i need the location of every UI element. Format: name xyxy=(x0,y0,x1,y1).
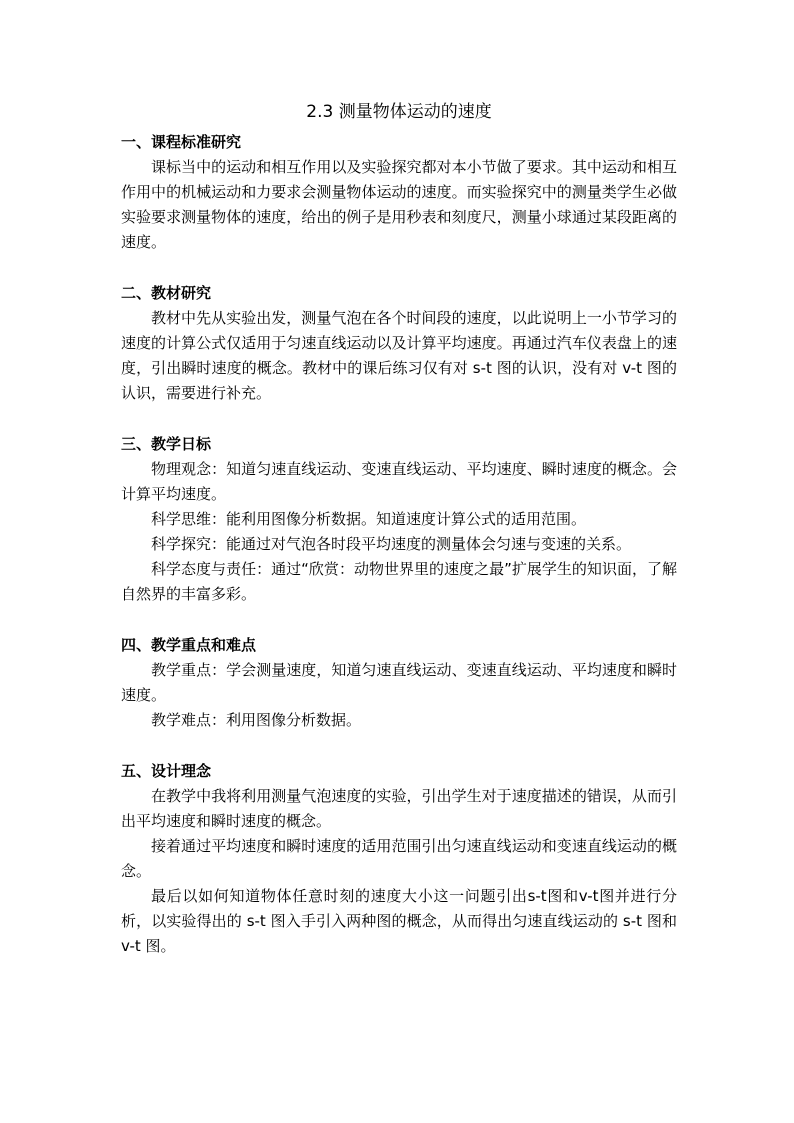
section-paragraph: 物理观念：知道匀速直线运动、变速直线运动、平均速度、瞬时速度的概念。会计算平均速度。 xyxy=(121,460,677,503)
section-paragraph: 接着通过平均速度和瞬时速度的适用范围引出匀速直线运动和变速直线运动的概念。 xyxy=(121,837,677,880)
section-heading: 二、教材研究 xyxy=(121,284,212,302)
section-paragraph: 教学重点：学会测量速度，知道匀速直线运动、变速直线运动、平均速度和瞬时速度。 xyxy=(121,661,677,704)
section-design-concept xyxy=(121,759,677,959)
section-paragraph: 课标当中的运动和相互作用以及实验探究都对本小节做了要求。其中运动和相互作用中的机械运动和力要求会测量物体运动的速度。而实验探究中的测量类学生必做实验要求测量物体的速度，给出的例子是用秒表和刻度尺，测量小球通过某段距离的速度。 xyxy=(121,158,677,251)
document-body xyxy=(121,101,677,985)
section-paragraph: 教材中先从实验出发，测量气泡在各个时间段的速度，以此说明上一小节学习的速度的计算公式仅适用于匀速直线运动以及计算平均速度。再通过汽车仪表盘上的速度，引出瞬时速度的概念。教材中的课后练习仅有对 s-t 图的认识，没有对 v-t 图的认识，需要进行补充。 xyxy=(121,309,677,402)
section-textbook-research xyxy=(121,281,677,406)
section-paragraph: 在教学中我将利用测量气泡速度的实验，引出学生对于速度描述的错误，从而引出平均速度和瞬时速度的概念。 xyxy=(121,787,677,830)
section-heading: 五、设计理念 xyxy=(121,762,212,780)
section-key-points xyxy=(121,633,677,733)
section-teaching-goals xyxy=(121,432,677,607)
document-title: 2.3 测量物体运动的速度 xyxy=(306,102,492,122)
section-heading: 一、课程标准研究 xyxy=(121,133,242,151)
section-paragraph: 科学思维：能利用图像分析数据。知道速度计算公式的适用范围。 xyxy=(151,510,587,528)
section-paragraph: 科学态度与责任：通过“欣赏：动物世界里的速度之最”扩展学生的知识面，了解自然界的丰富多彩。 xyxy=(121,560,677,603)
section-paragraph: 教学难点：利用图像分析数据。 xyxy=(151,711,362,729)
section-paragraph: 最后以如何知道物体任意时刻的速度大小这一问题引出s-t图和v-t图并进行分析，以实验得出的 s-t 图入手引入两种图的概念，从而得出匀速直线运动的 s-t 图和 v-t 图。 xyxy=(121,887,677,955)
section-curriculum-standards xyxy=(121,130,677,255)
section-heading: 三、教学日标 xyxy=(121,435,212,453)
section-paragraph: 科学探究：能通过对气泡各时段平均速度的测量体会匀速与变速的关系。 xyxy=(151,535,632,553)
section-heading: 四、教学重点和难点 xyxy=(121,636,257,654)
